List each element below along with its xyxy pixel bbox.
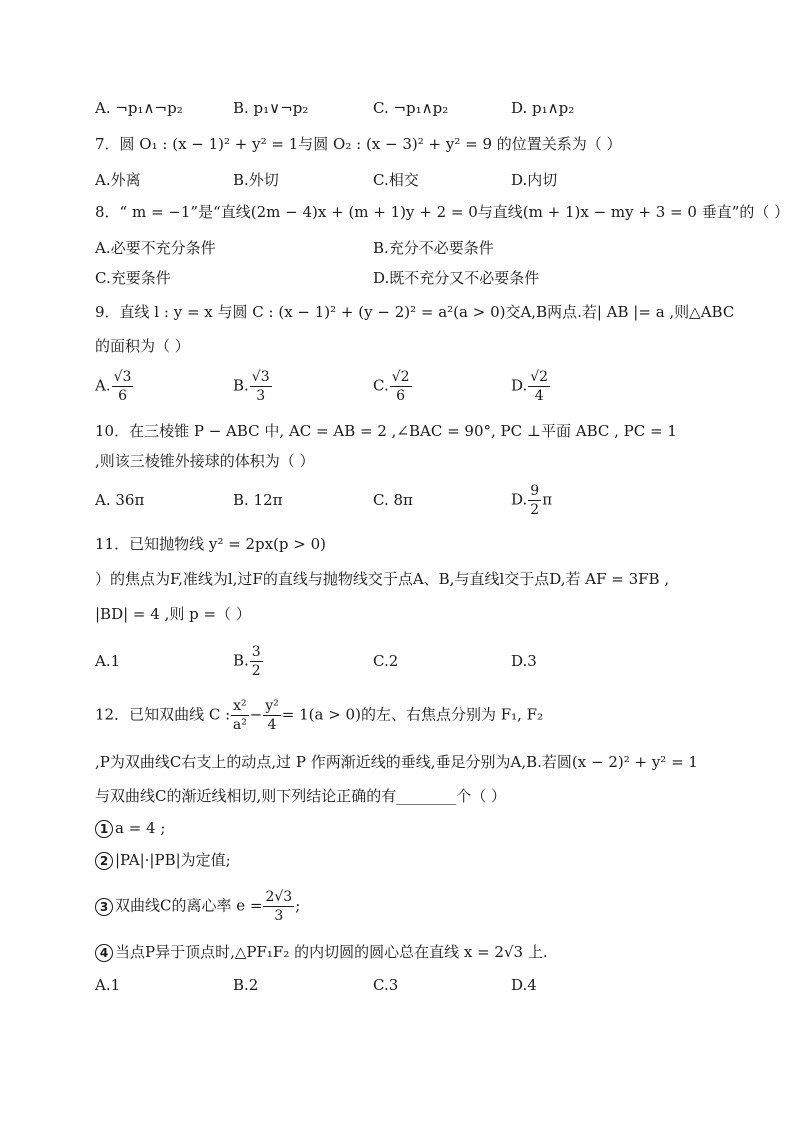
q8-option-d: D.既不充分又不必要条件 [373, 269, 540, 287]
q10-stem-line2: ,则该三棱锥外接球的体积为（ ） [95, 452, 315, 470]
q11-option-d: D.3 [511, 652, 537, 670]
circled-number: 4 [95, 944, 113, 962]
q7-stem: 7．圆 O₁ : (x − 1)² + y² = 1与圆 O₂ : (x − 3)² + y² = 9 的位置关系为（ ） [95, 135, 622, 153]
q11-stem-line2: ）的焦点为F,准线为l,过F的直线与抛物线交于点A、B,与直线l交于点D,若 AF = 3FB , [95, 570, 670, 588]
q12-option-a: A.1 [95, 976, 121, 994]
q12-item-4: 4 当点P异于顶点时,△PF₁F₂ 的内切圆的圆心总在直线 x = 2√3 上. [95, 942, 548, 962]
q8-stem: 8．“ m = −1”是“直线(2m − 4)x + (m + 1)y + 2 = 0与直线(m + 1)x − my + 3 = 0 垂直”的（ ） [95, 203, 790, 221]
q12-item-1: 1 a = 4 ; [95, 818, 165, 838]
q9-stem-line1: 9．直线 l : y = x 与圆 C : (x − 1)² + (y − 2)² = a²(a > 0)交A,B两点.若| AB |= a ,则△ABC [95, 303, 735, 321]
q10-option-d-fraction: $\frac{9}{2}$ [530, 483, 540, 518]
q7-option-b: B.外切 [233, 171, 279, 189]
q12-fraction-x: $\frac{\text{x²}}{\text{a²}}$ [232, 698, 247, 733]
q7-option-d: D.内切 [511, 171, 558, 189]
q12-stem-line3: 与双曲线C的渐近线相切,则下列结论正确的有________个（ ） [95, 787, 507, 805]
q11-stem-line3: |BD| = 4 ,则 p =（ ） [95, 605, 251, 623]
q9-option-b-fraction: $\frac{√3}{3}$ [251, 369, 270, 404]
q12-fraction-y: $\frac{\text{y²}}{4}$ [265, 698, 279, 733]
q6-option-a: A. ¬p₁∧¬p₂ [95, 99, 183, 117]
q7-option-a: A.外离 [95, 171, 141, 189]
q12-option-b: B.2 [233, 976, 259, 994]
q9-option-a-fraction: $\frac{√3}{6}$ [113, 369, 132, 404]
q8-option-b: B.充分不必要条件 [373, 239, 494, 257]
q9-option-d-fraction: $\frac{√2}{4}$ [530, 369, 549, 404]
q11-option-b: B. $\frac{3}{2}$ [233, 644, 261, 679]
q9-option-d: D. $\frac{√2}{4}$ [511, 369, 549, 404]
q11-option-c: C.2 [373, 652, 399, 670]
q8-option-c: C.充要条件 [95, 269, 171, 287]
circled-number: 1 [95, 820, 113, 838]
q12-eccentricity-fraction: $\frac{2√3}{3}$ [265, 889, 293, 924]
circled-number: 3 [95, 898, 113, 916]
q12-item-3: 3 双曲线C的离心率 e = $\frac{2√3}{3}$ ; [95, 888, 300, 925]
q12-option-d: D.4 [511, 976, 537, 994]
q9-option-b: B. $\frac{√3}{3}$ [233, 369, 270, 404]
q11-stem-line1: 11．已知抛物线 y² = 2px(p > 0) [95, 535, 327, 553]
q6-option-c: C. ¬p₁∧p₂ [373, 99, 449, 117]
q6-option-d: D. p₁∧p₂ [511, 99, 575, 117]
q11-option-b-fraction: $\frac{3}{2}$ [251, 644, 261, 679]
q7-option-c: C.相交 [373, 171, 419, 189]
q10-option-b: B. 12π [233, 491, 283, 509]
q6-option-b: B. p₁∨¬p₂ [233, 99, 309, 117]
q12-stem-line1: 12．已知双曲线 C : $\frac{\text{x²}}{\text{a²}}$ − $\frac{\text{y²}}{4}$ = 1(a > 0)的左、右焦点分别为 F₁, F₂ [95, 698, 544, 733]
q11-option-a: A.1 [95, 652, 121, 670]
q9-stem-line2: 的面积为（ ） [95, 337, 190, 355]
q8-option-a: A.必要不充分条件 [95, 239, 216, 257]
q12-item-2: 2 |PA|·|PB|为定值; [95, 850, 231, 870]
q9-option-a: A. $\frac{√3}{6}$ [95, 369, 132, 404]
q10-option-d: D. $\frac{9}{2}$ π [511, 483, 553, 518]
q12-option-c: C.3 [373, 976, 399, 994]
q9-option-c-fraction: $\frac{√2}{6}$ [391, 369, 410, 404]
q9-option-c: C. $\frac{√2}{6}$ [373, 369, 410, 404]
q10-option-c: C. 8π [373, 491, 413, 509]
q12-stem-line2: ,P为双曲线C右支上的动点,过 P 作两渐近线的垂线,垂足分别为A,B.若圆(x − 2)² + y² = 1 [95, 753, 698, 771]
q10-option-a: A. 36π [95, 491, 145, 509]
q10-stem-line1: 10．在三棱锥 P − ABC 中, AC = AB = 2 ,∠BAC = 90°, PC ⊥平面 ABC , PC = 1 [95, 422, 677, 440]
circled-number: 2 [95, 852, 113, 870]
